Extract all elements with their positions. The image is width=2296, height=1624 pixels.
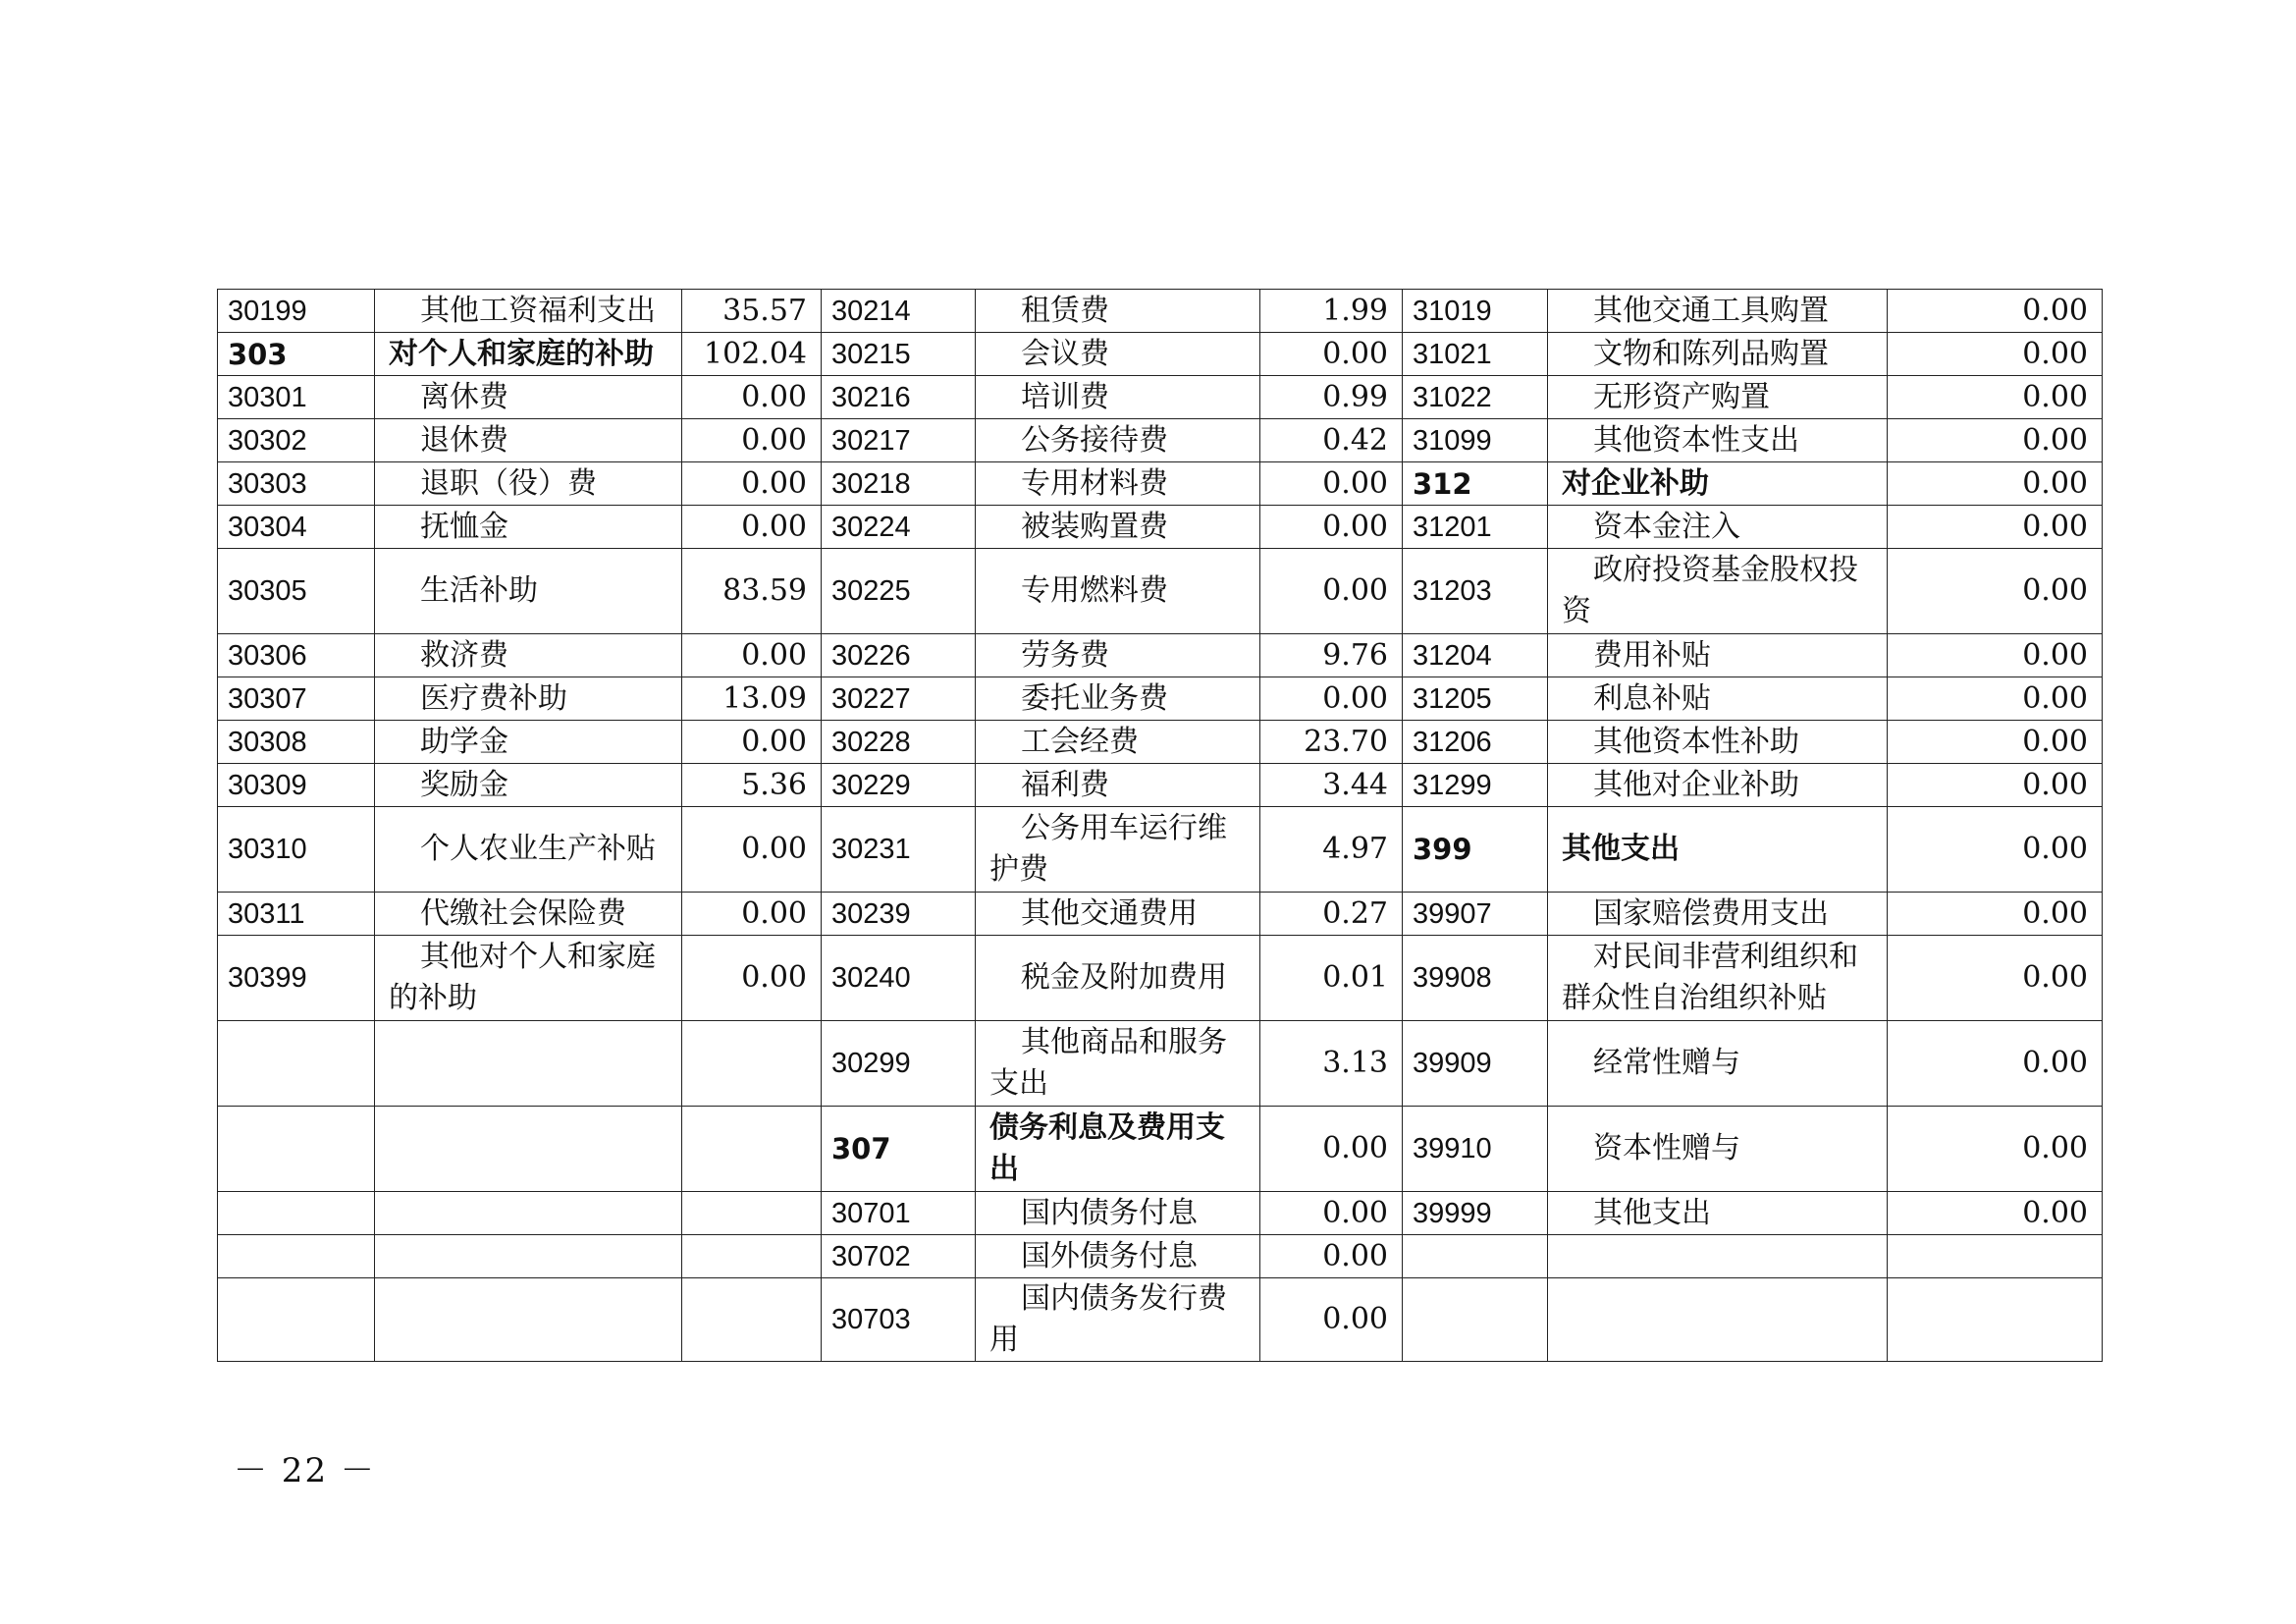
account-name-text: 租赁费 [1021,293,1109,328]
table-row [218,1107,2103,1192]
amount-value: 0.00 [1888,506,2103,549]
account-name-text: 国内债务付息 [1021,1195,1198,1230]
account-code: 31021 [1403,333,1548,376]
amount-value: 0.00 [1888,1021,2103,1107]
account-name [375,764,682,807]
amount-value: 0.99 [1260,376,1403,419]
account-code [218,1192,375,1235]
account-name-text: 债务利息及费用支出 [989,1110,1225,1186]
amount-value: 0.27 [1260,893,1403,936]
account-code: 31206 [1403,721,1548,764]
amount-value: 83.59 [682,549,822,634]
table-row [218,290,2103,333]
account-code: 30224 [822,506,976,549]
amount-value: 0.00 [1260,549,1403,634]
account-code [1403,1278,1548,1362]
account-name-text: 政府投资基金股权投资 [1562,553,1858,628]
account-name-text [389,1302,420,1336]
account-name [976,936,1260,1021]
amount-value: 0.00 [1888,549,2103,634]
table-row [218,419,2103,462]
account-name-text: 离休费 [420,379,508,414]
account-code: 30702 [822,1235,976,1278]
account-code: 30199 [218,290,375,333]
account-name [1548,462,1888,506]
account-name [1548,333,1888,376]
amount-value: 0.00 [1260,1107,1403,1192]
account-name-text: 费用补贴 [1593,637,1711,673]
account-name [976,1021,1260,1107]
amount-value: 0.00 [1260,1192,1403,1235]
account-name-text: 对企业补助 [1562,465,1709,501]
account-code: 307 [822,1107,976,1192]
account-code [1403,1235,1548,1278]
account-name [1548,1107,1888,1192]
account-name-text: 其他支出 [1593,1195,1711,1230]
table-row [218,376,2103,419]
account-name-text: 国外债务付息 [1021,1238,1198,1273]
account-code: 30701 [822,1192,976,1235]
account-name-text: 利息补贴 [1593,680,1711,716]
amount-value [1888,1278,2103,1362]
account-name-text: 其他资本性补助 [1593,724,1799,759]
account-name-text [389,1131,420,1165]
account-name [1548,376,1888,419]
account-name [976,893,1260,936]
amount-value: 0.00 [1260,333,1403,376]
account-code: 31203 [1403,549,1548,634]
account-code: 30225 [822,549,976,634]
account-name [976,764,1260,807]
account-name-text: 其他资本性支出 [1593,422,1799,458]
account-name-text: 个人农业生产补贴 [420,832,656,866]
account-name [375,936,682,1021]
account-name-text: 其他对个人和家庭的补助 [389,940,656,1015]
amount-value: 0.00 [1888,677,2103,721]
account-name-text: 资本金注入 [1593,509,1740,544]
table-row [218,1235,2103,1278]
account-name [1548,506,1888,549]
account-name [976,462,1260,506]
account-name-text: 会议费 [1021,336,1109,371]
account-name-text [389,1196,420,1230]
amount-value: 3.13 [1260,1021,1403,1107]
account-name-text: 税金及附加费用 [1021,960,1227,995]
amount-value: 0.00 [682,506,822,549]
account-name-text: 委托业务费 [1021,680,1168,716]
table-row [218,936,2103,1021]
amount-value: 0.00 [1888,764,2103,807]
account-name-text: 文物和陈列品购置 [1593,336,1829,371]
account-name [1548,290,1888,333]
account-code [218,1235,375,1278]
account-code: 31019 [1403,290,1548,333]
account-name [1548,1278,1888,1362]
account-name [1548,936,1888,1021]
account-code: 312 [1403,462,1548,506]
amount-value: 0.00 [1888,1192,2103,1235]
account-name [1548,634,1888,677]
account-name [375,290,682,333]
amount-value: 0.42 [1260,419,1403,462]
account-code: 30310 [218,807,375,893]
amount-value [682,1235,822,1278]
amount-value: 1.99 [1260,290,1403,333]
account-name-text: 无形资产购置 [1593,379,1770,414]
account-name [976,1192,1260,1235]
account-code: 30218 [822,462,976,506]
table-row [218,1021,2103,1107]
account-code: 30703 [822,1278,976,1362]
account-name-text: 助学金 [420,724,508,759]
account-name-text: 救济费 [420,637,508,673]
account-code: 39910 [1403,1107,1548,1192]
table-row [218,506,2103,549]
account-name [375,333,682,376]
account-name [1548,1021,1888,1107]
account-name-text: 专用材料费 [1021,465,1168,501]
account-name-text: 被装购置费 [1021,509,1168,544]
amount-value: 0.00 [1260,1235,1403,1278]
account-code: 30304 [218,506,375,549]
account-code: 39909 [1403,1021,1548,1107]
account-code: 30305 [218,549,375,634]
table-row [218,807,2103,893]
account-name-text: 奖励金 [420,767,508,802]
account-name-text: 其他对企业补助 [1593,767,1799,802]
amount-value: 13.09 [682,677,822,721]
table-row [218,721,2103,764]
account-name [375,807,682,893]
account-name [976,807,1260,893]
account-name [375,462,682,506]
account-code: 30311 [218,893,375,936]
account-name-text: 退休费 [420,422,508,458]
account-name-text [389,1239,420,1273]
amount-value [682,1107,822,1192]
table-row [218,893,2103,936]
account-code: 303 [218,333,375,376]
amount-value: 0.00 [682,807,822,893]
account-name-text: 经常性赠与 [1593,1046,1740,1080]
account-code: 30231 [822,807,976,893]
account-name [976,333,1260,376]
account-name-text: 其他商品和服务支出 [989,1025,1227,1101]
account-name [375,893,682,936]
account-code: 30228 [822,721,976,764]
account-code: 30301 [218,376,375,419]
account-name [375,549,682,634]
account-code: 31204 [1403,634,1548,677]
amount-value: 0.00 [682,936,822,1021]
account-code: 30217 [822,419,976,462]
amount-value: 0.00 [1888,634,2103,677]
table-row [218,634,2103,677]
amount-value: 0.00 [1888,419,2103,462]
account-name [375,419,682,462]
account-code [218,1107,375,1192]
account-name [1548,419,1888,462]
account-code: 31205 [1403,677,1548,721]
account-name-text: 国内债务发行费用 [989,1281,1227,1357]
account-name [976,677,1260,721]
amount-value: 0.00 [1888,462,2103,506]
account-code: 399 [1403,807,1548,893]
account-code: 39907 [1403,893,1548,936]
account-name [375,1192,682,1235]
table-row [218,764,2103,807]
account-name [1548,549,1888,634]
account-code: 30214 [822,290,976,333]
account-name-text: 对个人和家庭的补助 [389,336,654,371]
amount-value: 0.01 [1260,936,1403,1021]
amount-value: 0.00 [1260,506,1403,549]
account-code: 30306 [218,634,375,677]
amount-value [682,1278,822,1362]
page-number: － 22 － [234,1451,376,1490]
account-code: 30303 [218,462,375,506]
account-code [218,1021,375,1107]
account-name [976,549,1260,634]
account-name-text: 退职（役）费 [420,465,597,501]
account-name [1548,807,1888,893]
account-code: 30227 [822,677,976,721]
account-name [1548,1192,1888,1235]
account-name-text: 培训费 [1021,379,1109,414]
account-name-text: 福利费 [1021,767,1109,802]
account-code: 30399 [218,936,375,1021]
amount-value: 0.00 [1888,1107,2103,1192]
account-name-text: 公务接待费 [1021,422,1168,458]
amount-value: 0.00 [1260,677,1403,721]
account-name [976,419,1260,462]
amount-value: 0.00 [1888,333,2103,376]
account-name [375,677,682,721]
account-code [218,1278,375,1362]
account-name-text: 公务用车运行维护费 [989,811,1227,887]
amount-value [682,1192,822,1235]
account-code: 30299 [822,1021,976,1107]
account-name [976,290,1260,333]
account-name-text: 其他交通工具购置 [1593,293,1829,328]
account-name-text [1562,1302,1593,1336]
account-code: 31022 [1403,376,1548,419]
amount-value: 0.00 [682,376,822,419]
table-row [218,549,2103,634]
account-name-text: 其他支出 [1562,832,1680,866]
account-code: 30308 [218,721,375,764]
account-code: 30226 [822,634,976,677]
account-name [375,376,682,419]
account-code: 31201 [1403,506,1548,549]
account-name [375,721,682,764]
account-name-text [389,1046,420,1080]
amount-value: 0.00 [1888,807,2103,893]
account-name [1548,893,1888,936]
amount-value: 0.00 [1888,721,2103,764]
amount-value: 3.44 [1260,764,1403,807]
account-code: 30302 [218,419,375,462]
account-name-text: 其他工资福利支出 [420,293,656,328]
amount-value [1888,1235,2103,1278]
amount-value: 0.00 [682,634,822,677]
account-code: 30229 [822,764,976,807]
amount-value: 0.00 [1260,462,1403,506]
account-name [375,1235,682,1278]
account-name [375,634,682,677]
account-code: 39999 [1403,1192,1548,1235]
amount-value: 0.00 [1888,376,2103,419]
account-code: 30239 [822,893,976,936]
table-row [218,1278,2103,1362]
amount-value: 0.00 [682,462,822,506]
account-name-text: 国家赔偿费用支出 [1593,895,1829,931]
account-name [1548,721,1888,764]
expenditure-table [217,289,2103,1362]
account-name-text: 对民间非营利组织和群众性自治组织补贴 [1562,940,1858,1015]
amount-value: 5.36 [682,764,822,807]
account-name [1548,677,1888,721]
account-name [976,1278,1260,1362]
account-name-text: 专用燃料费 [1021,573,1168,608]
account-name-text: 资本性赠与 [1593,1131,1740,1165]
amount-value: 35.57 [682,290,822,333]
account-code: 30309 [218,764,375,807]
amount-value: 0.00 [682,419,822,462]
account-name [976,634,1260,677]
account-name-text [1562,1239,1593,1273]
account-code: 31299 [1403,764,1548,807]
account-name-text: 抚恤金 [420,509,508,544]
amount-value: 4.97 [1260,807,1403,893]
account-name [976,376,1260,419]
amount-value: 0.00 [1888,290,2103,333]
account-name [375,1107,682,1192]
account-name [976,721,1260,764]
amount-value: 102.04 [682,333,822,376]
account-name [375,506,682,549]
account-code: 30216 [822,376,976,419]
amount-value: 9.76 [1260,634,1403,677]
account-name [976,1235,1260,1278]
amount-value: 0.00 [1260,1278,1403,1362]
amount-value: 0.00 [682,893,822,936]
table-row [218,462,2103,506]
amount-value [682,1021,822,1107]
amount-value: 0.00 [682,721,822,764]
account-code: 30215 [822,333,976,376]
account-name [976,1107,1260,1192]
amount-value: 0.00 [1888,893,2103,936]
amount-value: 0.00 [1888,936,2103,1021]
account-name-text: 劳务费 [1021,637,1109,673]
amount-value: 23.70 [1260,721,1403,764]
account-code: 31099 [1403,419,1548,462]
account-code: 30240 [822,936,976,1021]
account-name-text: 代缴社会保险费 [420,895,626,931]
account-name-text: 工会经费 [1021,724,1139,759]
account-code: 30307 [218,677,375,721]
account-name-text: 其他交通费用 [1021,895,1198,931]
account-name [375,1278,682,1362]
account-code: 39908 [1403,936,1548,1021]
account-name [1548,764,1888,807]
account-name-text: 生活补助 [420,573,538,608]
account-name [976,506,1260,549]
account-name [1548,1235,1888,1278]
table-row [218,1192,2103,1235]
account-name [375,1021,682,1107]
table-row [218,677,2103,721]
account-name-text: 医疗费补助 [420,680,567,716]
table-row [218,333,2103,376]
